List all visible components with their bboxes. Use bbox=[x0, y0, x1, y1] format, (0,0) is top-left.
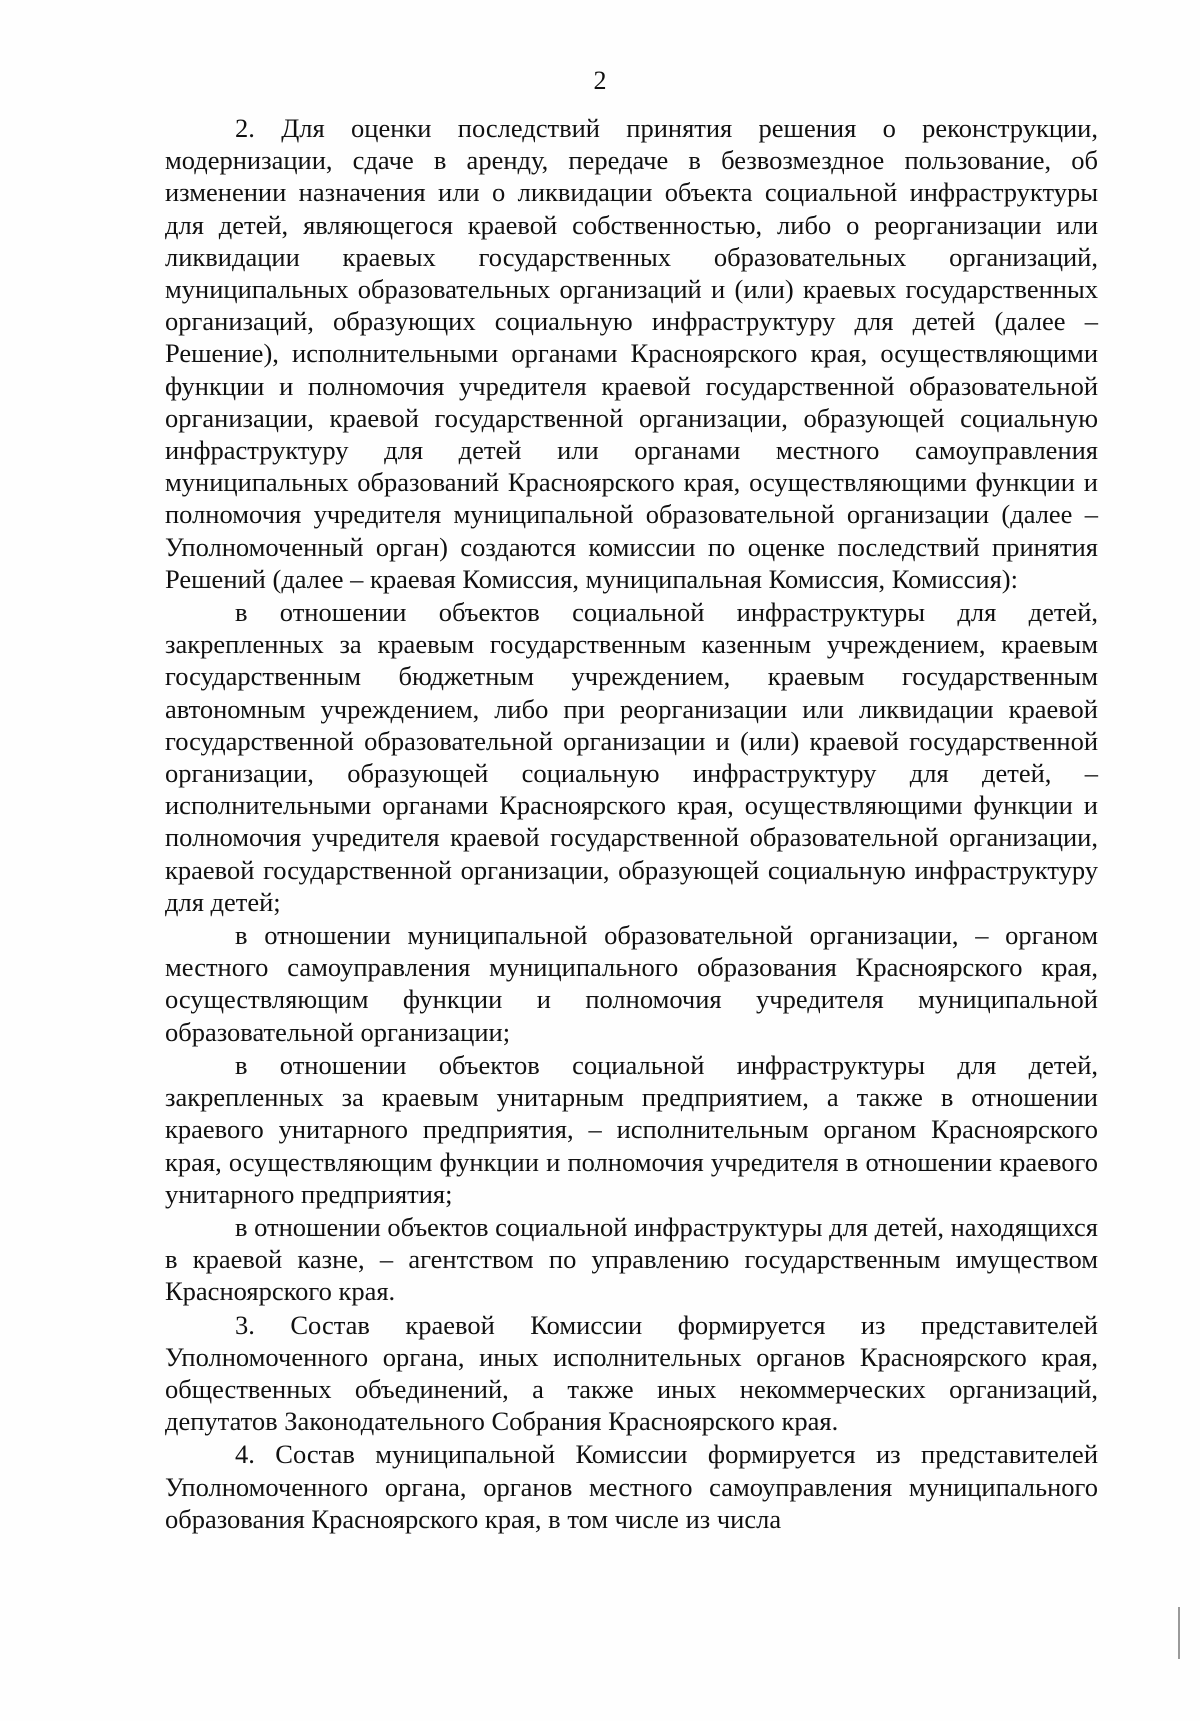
paragraph-regional-institutions: в отношении объектов социальной инфраструктуры для детей, закрепленных за краевым государственным казенным учреждением, краевым государственным бюджетным учреждением, краевым государственным автономным учреждением, либо при реорганизации или ликвидации краевой государственной образовательной организации и (или) краевой государственной организации, образующей социальную инфраструктуру для детей, – исполнительными органами Красноярского края, осуществляющими функции и полномочия учредителя краевой государственной образовательной организации, краевой государственной организации, образующей социальную инфраструктуру для детей; bbox=[165, 597, 1098, 917]
paragraph-2-commissions-intro: 2. Для оценки последствий принятия решения о реконструкции, модернизации, сдаче в аренду, передаче в безвозмездное пользование, об изменении назначения или о ликвидации объекта социальной инфраструктуры для детей, являющегося краевой собственностью, либо о реорганизации или ликвидации краевых государственных образовательных организаций, муниципальных образовательных организаций и (или) краевых государственных организаций, образующих социальную инфраструктуру для детей (далее – Решение), исполнительными органами Красноярского края, осуществляющими функции и полномочия учредителя краевой государственной образовательной организации, краевой государственной организации, образующей социальную инфраструктуру для детей или органами местного самоуправления муниципальных образований Красноярского края, осуществляющими функции и полномочия учредителя муниципальной образовательной организации (далее – Уполномоченный орган) создаются комиссии по оценке последствий принятия Решений (далее – краевая Комиссия, муниципальная Комиссия, Комиссия): bbox=[165, 113, 1098, 594]
paragraph-municipal-organization: в отношении муниципальной образовательной организации, – органом местного самоуправления муниципального образования Красноярского края, осуществляющим функции и полномочия учредителя муниципальной образовательной организации; bbox=[165, 920, 1098, 1047]
paragraph-4-municipal-commission: 4. Состав муниципальной Комиссии формируется из представителей Уполномоченного органа, органов местного самоуправления муниципального образования Красноярского края, в том числе из числа bbox=[165, 1439, 1098, 1534]
page-number: 2 bbox=[593, 66, 607, 95]
paragraph-unitary-enterprise: в отношении объектов социальной инфраструктуры для детей, закрепленных за краевым унитарным предприятием, а также в отношении краевого унитарного предприятия, – исполнительным органом Красноярского края, осуществляющим функции и полномочия учредителя в отношении краевого унитарного предприятия; bbox=[165, 1049, 1098, 1209]
paragraph-regional-treasury: в отношении объектов социальной инфраструктуры для детей, находящихся в краевой казне, – агентством по управлению государственным имуществом Красноярского края. bbox=[165, 1211, 1098, 1307]
scan-edge-mark bbox=[1178, 1607, 1180, 1659]
paragraph-3-regional-commission: 3. Состав краевой Комиссии формируется из представителей Уполномоченного органа, иных исполнительных органов Красноярского края, общественных объединений, а также иных некоммерческих организаций, депутатов Законодательного Собрания Красноярского края. bbox=[165, 1309, 1098, 1437]
document-body bbox=[165, 112, 1098, 1535]
